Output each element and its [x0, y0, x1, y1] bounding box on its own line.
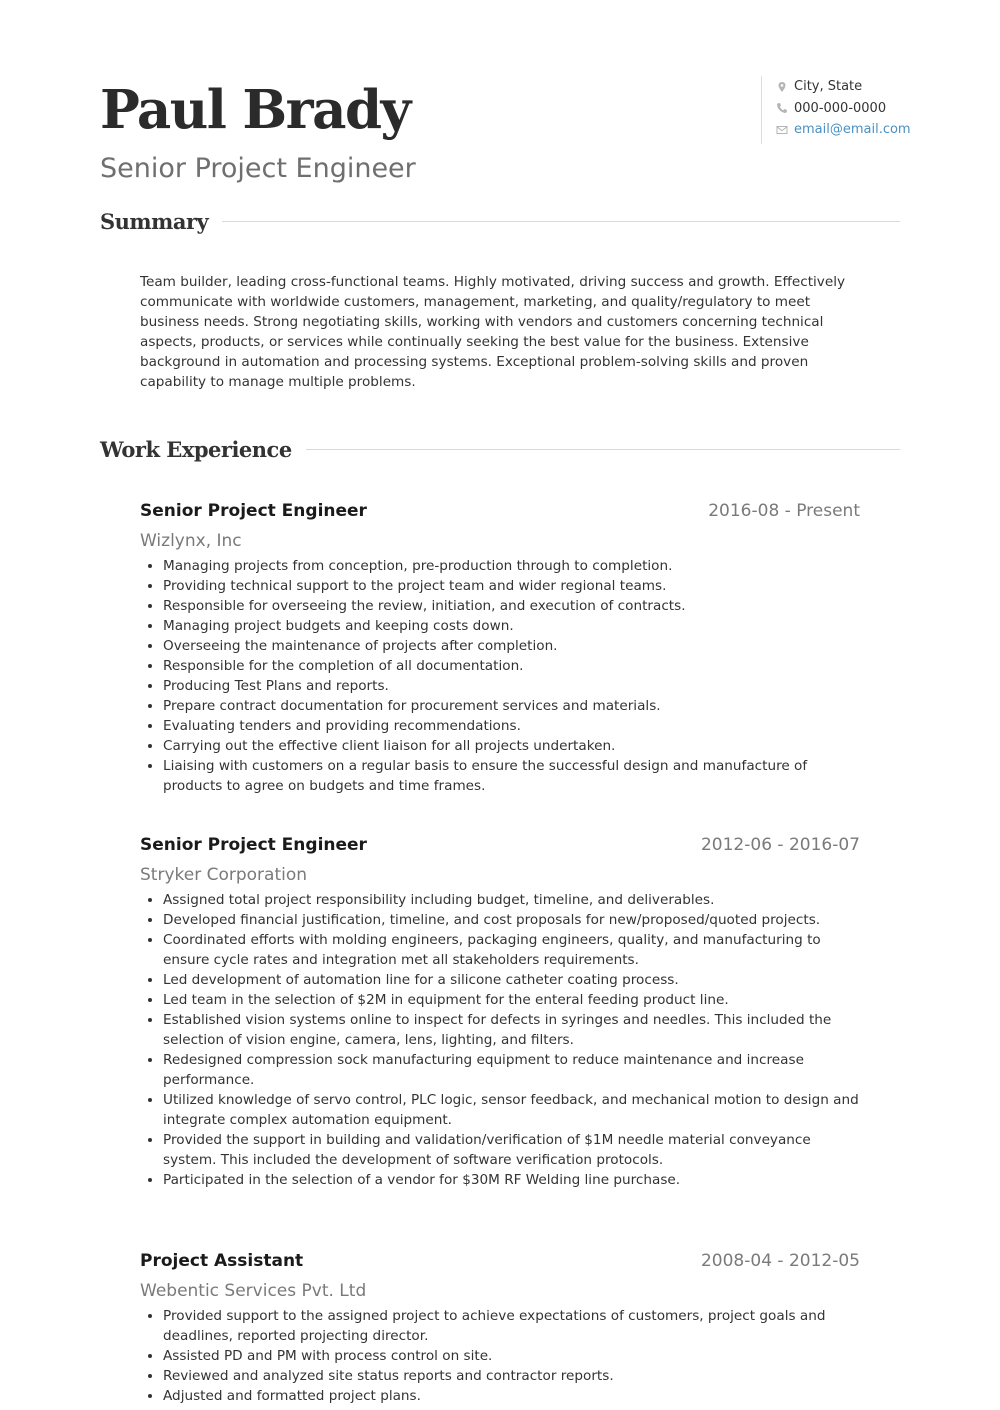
job-bullet: • Carrying out the effective client liaison for all projects undertaken. [163, 736, 860, 756]
job-bullet: • Led team in the selection of $2M in equipment for the enteral feeding product line. [163, 990, 860, 1010]
job-entry [140, 496, 860, 796]
job-company: Stryker Corporation [140, 865, 308, 885]
job-entry [140, 1246, 860, 1406]
job-bullet: • Utilized knowledge of servo control, PLC logic, sensor feedback, and mechanical motion to design and integrate complex automation equipment. [163, 1090, 860, 1130]
job-bullet: • Reviewed and analyzed site status reports and contractor reports. [163, 1366, 860, 1386]
phone-icon [776, 102, 788, 114]
job-bullet: • Provided support to the assigned project to achieve expectations of customers, project goals and deadlines, reported projecting director. [163, 1306, 860, 1346]
job-bullet: • Assigned total project responsibility including budget, timeline, and deliverables. [163, 890, 860, 910]
job-bullet: • Coordinated efforts with molding engineers, packaging engineers, quality, and manufacturing to ensure cycle rates and integration met all stakeholders requirements. [163, 930, 860, 970]
experience-section-header [100, 437, 900, 462]
job-bullet: • Led development of automation line for a silicone catheter coating process. [163, 970, 860, 990]
job-bullets [140, 890, 860, 1190]
job-bullet: • Providing technical support to the project team and wider regional teams. [163, 576, 860, 596]
candidate-title: Senior Project Engineer [100, 153, 416, 184]
summary-heading: Summary [100, 209, 209, 234]
map-pin-icon [776, 81, 788, 93]
job-dates: 2016-08 - Present [708, 501, 860, 521]
job-bullet: • Responsible for overseeing the review, initiation, and execution of contracts. [163, 596, 860, 616]
contact-block [761, 76, 911, 144]
job-bullets [140, 556, 860, 796]
job-entry [140, 830, 860, 1190]
section-divider [222, 221, 900, 222]
section-divider [306, 449, 900, 450]
job-bullet: • Managing project budgets and keeping costs down. [163, 616, 860, 636]
job-company: Wizlynx, Inc [140, 531, 242, 551]
candidate-name: Paul Brady [100, 79, 410, 141]
experience-heading: Work Experience [100, 437, 292, 462]
job-bullets [140, 1306, 860, 1406]
job-bullet: • Redesigned compression sock manufacturing equipment to reduce maintenance and increase performance. [163, 1050, 860, 1090]
job-bullet: • Overseeing the maintenance of projects after completion. [163, 636, 860, 656]
job-role: Project Assistant [140, 1251, 304, 1271]
job-dates: 2012-06 - 2016-07 [700, 835, 860, 855]
job-dates: 2008-04 - 2012-05 [700, 1251, 860, 1271]
job-bullet: • Liaising with customers on a regular basis to ensure the successful design and manufacture of products to agree on budgets and time frames. [163, 756, 860, 796]
job-bullet: • Adjusted and formatted project plans. [163, 1386, 860, 1406]
job-bullet: • Managing projects from conception, pre-production through to completion. [163, 556, 860, 576]
summary-text: Team builder, leading cross-functional teams. Highly motivated, driving success and growth. Effectively communicate with worldwide customers, management, marketing, and quality/regulatory to meet business needs. Strong negotiating skills, working with vendors and customers concerning technical aspects, products, or services while continually seeking the best value for the business. Extensive background in automation and processing systems. Exceptional problem-solving skills and proven capability to manage multiple problems. [140, 274, 846, 390]
job-bullet: • Participated in the selection of a vendor for $30M RF Welding line purchase. [163, 1170, 860, 1190]
job-bullet: • Responsible for the completion of all documentation. [163, 656, 860, 676]
job-role: Senior Project Engineer [140, 835, 367, 855]
job-bullet: • Assisted PD and PM with process control on site. [163, 1346, 860, 1366]
mail-icon [776, 124, 788, 136]
contact-location [776, 76, 901, 98]
phone-text: 000-000-0000 [794, 100, 887, 116]
location-text: City, State [794, 79, 863, 95]
job-role: Senior Project Engineer [140, 501, 367, 521]
job-bullet: • Evaluating tenders and providing recommendations. [163, 716, 860, 736]
job-bullet: • Producing Test Plans and reports. [163, 676, 860, 696]
summary-section-header [100, 209, 900, 234]
job-bullet: • Established vision systems online to inspect for defects in syringes and needles. This included the selection of vision engine, camera, lens, lighting, and filters. [163, 1010, 860, 1050]
job-bullet: • Prepare contract documentation for procurement services and materials. [163, 696, 860, 716]
contact-email[interactable] [776, 119, 911, 141]
job-bullet: • Developed financial justification, timeline, and cost proposals for new/proposed/quoted projects. [163, 910, 860, 930]
contact-phone [776, 98, 901, 120]
job-bullet: • Provided the support in building and validation/verification of $1M needle material conveyance system. This included the development of software verification protocols. [163, 1130, 860, 1170]
email-link[interactable]: email@email.com [794, 122, 911, 138]
job-company: Webentic Services Pvt. Ltd [140, 1281, 367, 1301]
